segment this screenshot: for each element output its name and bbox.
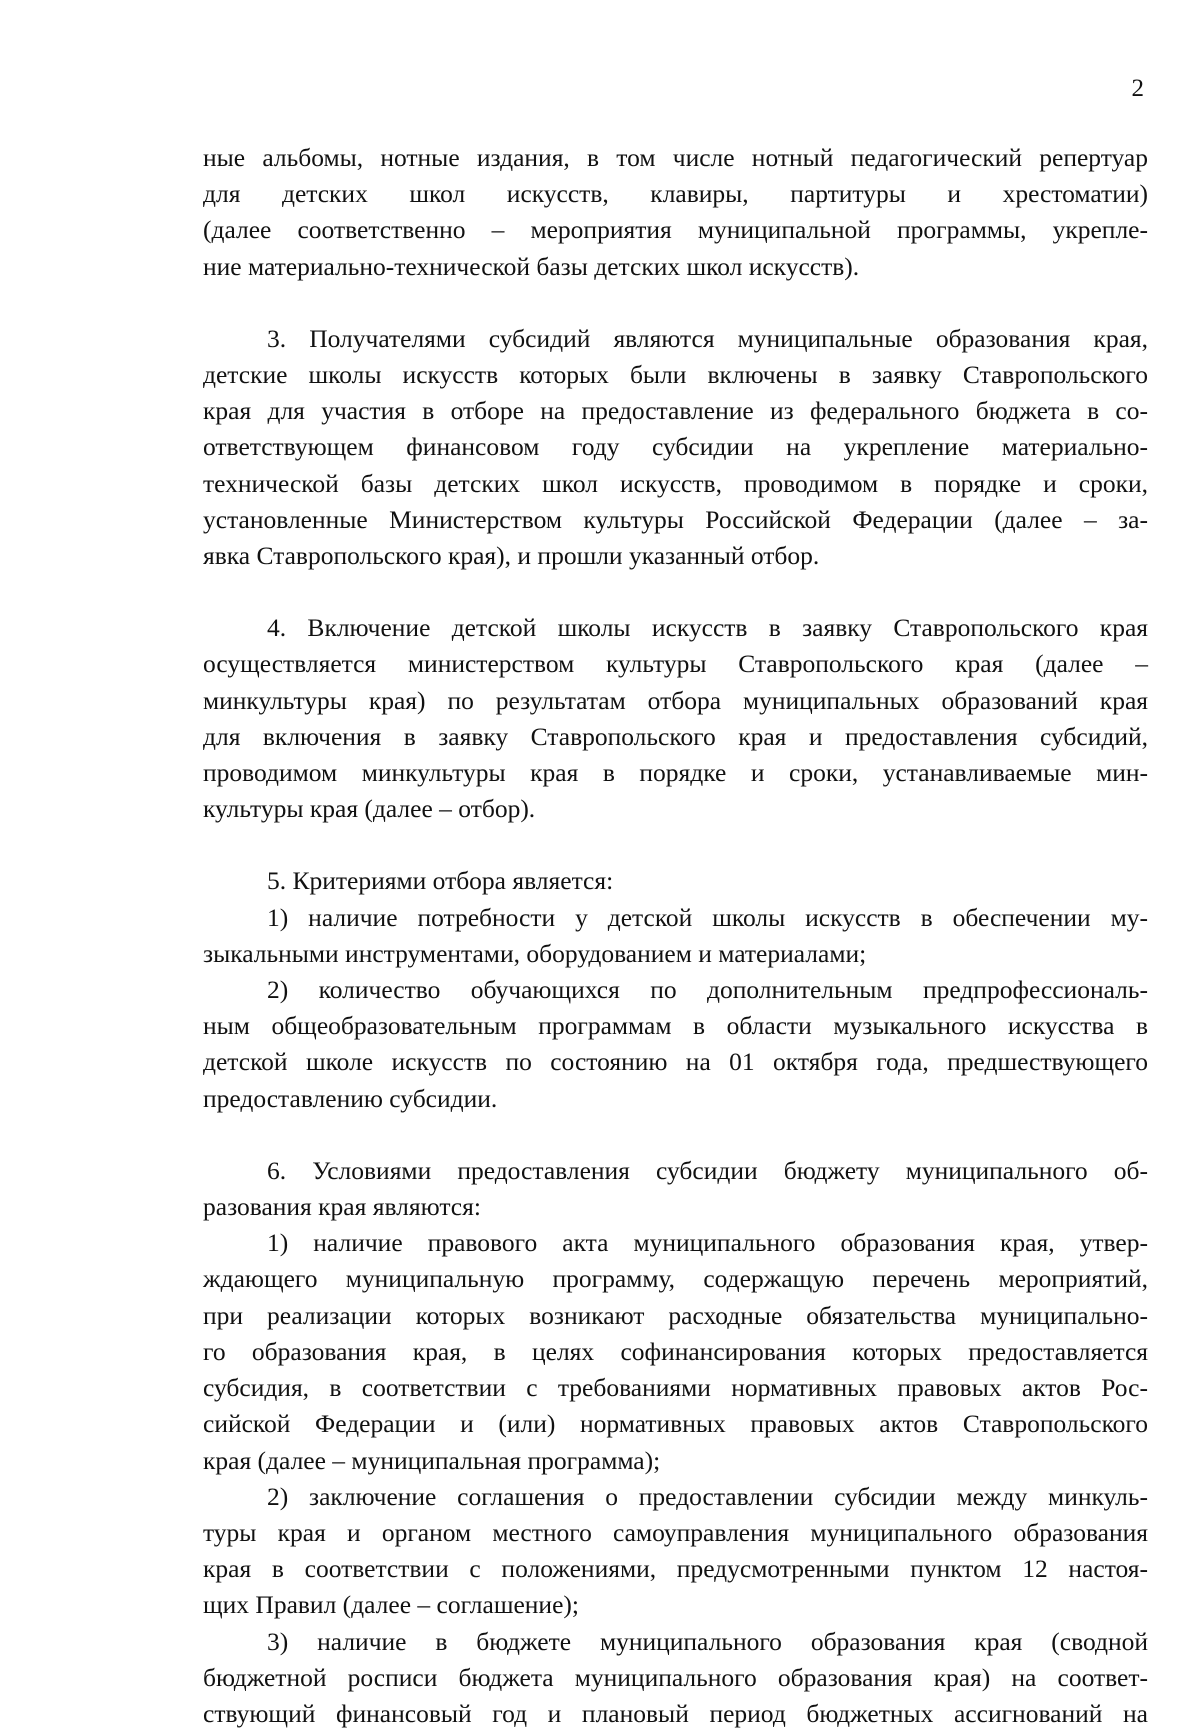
- text-line: (далее соответственно – мероприятия муниципальной программы, укрепле-: [203, 215, 1148, 245]
- paragraph-intro: [203, 140, 1148, 285]
- paragraph-4: [203, 610, 1148, 827]
- text-line: туры края и органом местного самоуправления муниципального образования: [203, 1517, 1148, 1547]
- text-line: установленные Министерством культуры Российской Федерации (далее – за-: [203, 504, 1148, 534]
- text-line: минкультуры края) по результатам отбора муниципальных образований края: [203, 685, 1148, 715]
- text-line: технической базы детских школ искусств, проводимом в порядке и сроки,: [203, 468, 1148, 498]
- text-line: детской школе искусств по состоянию на 01 октября года, предшествующего: [203, 1047, 1148, 1077]
- text-line: ствующий финансовый год и плановый период бюджетных ассигнований на: [203, 1698, 1148, 1728]
- text-line: явка Ставропольского края), и прошли указанный отбор.: [203, 541, 820, 571]
- text-line: осуществляется министерством культуры Ставропольского края (далее –: [203, 649, 1148, 679]
- text-line: ние материально-технической базы детских школ искусств).: [203, 251, 860, 281]
- paragraph-5-item-1: [203, 900, 1148, 972]
- text-line: 3) наличие в бюджете муниципального образования края (сводной: [267, 1626, 1148, 1656]
- paragraph-gap: [203, 574, 1148, 610]
- text-line: 6. Условиями предоставления субсидии бюджету муниципального об-: [267, 1155, 1148, 1185]
- paragraph-6-item-3: [203, 1624, 1148, 1732]
- paragraph-gap: [203, 1117, 1148, 1153]
- text-line: 2) заключение соглашения о предоставлении субсидии между минкуль-: [267, 1481, 1148, 1511]
- text-line: сийской Федерации и (или) нормативных правовых актов Ставропольского: [203, 1409, 1148, 1439]
- paragraph-6: [203, 1153, 1148, 1225]
- text-line: ным общеобразовательным программам в области музыкального искусства в: [203, 1011, 1148, 1041]
- paragraph-6-item-1: [203, 1225, 1148, 1478]
- text-line: 3. Получателями субсидий являются муниципальные образования края,: [267, 323, 1148, 353]
- text-line: края для участия в отборе на предоставление из федерального бюджета в со-: [203, 396, 1148, 426]
- text-line: разования края являются:: [203, 1192, 481, 1222]
- paragraph-6-item-2: [203, 1479, 1148, 1624]
- text-line: 5. Критериями отбора является:: [267, 866, 614, 896]
- text-line: предоставлению субсидии.: [203, 1083, 498, 1113]
- paragraph-3: [203, 321, 1148, 574]
- text-line: детские школы искусств которых были включены в заявку Ставропольского: [203, 360, 1148, 390]
- text-line: ждающего муниципальную программу, содержащую перечень мероприятий,: [203, 1264, 1148, 1294]
- paragraph-5-item-2: [203, 972, 1148, 1117]
- paragraph-gap: [203, 827, 1148, 863]
- paragraph-gap: [203, 285, 1148, 321]
- text-line: зыкальными инструментами, оборудованием и материалами;: [203, 938, 867, 968]
- text-line: для включения в заявку Ставропольского края и предоставления субсидий,: [203, 721, 1148, 751]
- text-line: ные альбомы, нотные издания, в том числе нотный педагогический репертуар: [203, 143, 1148, 172]
- text-line: ответствующем финансовом году субсидии на укрепление материально-: [203, 432, 1148, 462]
- text-line: го образования края, в целях софинансирования которых предоставляется: [203, 1336, 1148, 1366]
- text-line: щих Правил (далее – соглашение);: [203, 1590, 579, 1620]
- text-line: 4. Включение детской школы искусств в заявку Ставропольского края: [267, 613, 1148, 643]
- text-line: 1) наличие правового акта муниципального образования края, утвер-: [267, 1228, 1148, 1258]
- page-number: 2: [1131, 75, 1144, 102]
- text-line: при реализации которых возникают расходные обязательства муниципально-: [203, 1300, 1148, 1330]
- text-line: для детских школ искусств, клавиры, партитуры и хрестоматии): [203, 179, 1148, 209]
- text-line: субсидия, в соответствии с требованиями нормативных правовых актов Рос-: [203, 1373, 1148, 1403]
- text-line: 1) наличие потребности у детской школы искусств в обеспечении му-: [267, 902, 1148, 932]
- text-line: культуры края (далее – отбор).: [203, 794, 536, 824]
- text-line: 2) количество обучающихся по дополнительным предпрофессиональ-: [267, 975, 1148, 1005]
- text-line: края в соответствии с положениями, предусмотренными пунктом 12 настоя-: [203, 1554, 1148, 1584]
- text-line: края (далее – муниципальная программа);: [203, 1445, 661, 1475]
- text-line: бюджетной росписи бюджета муниципального образования края) на соответ-: [203, 1662, 1148, 1692]
- text-line: проводимом минкультуры края в порядке и сроки, устанавливаемые мин-: [203, 758, 1148, 788]
- document-body: [203, 140, 1148, 1732]
- paragraph-5: [203, 863, 1148, 899]
